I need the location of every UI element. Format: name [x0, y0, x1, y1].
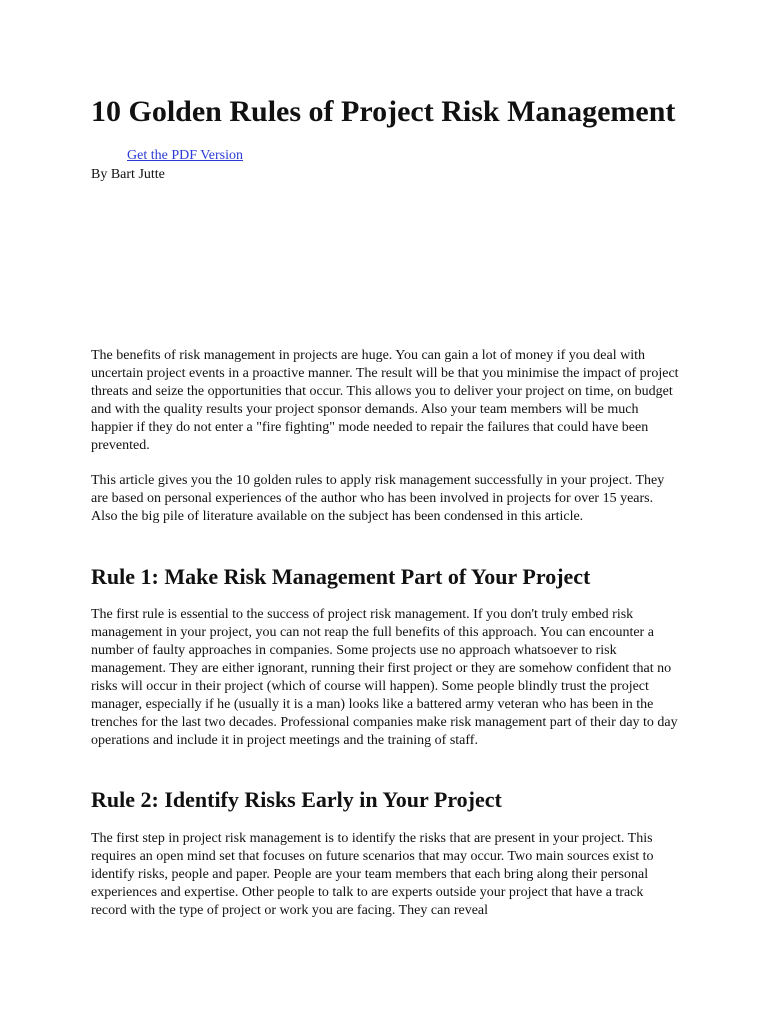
pdf-version-link[interactable]: Get the PDF Version: [127, 148, 244, 163]
rule-2-body: The first step in project risk management is to identify the risks that are present in your project. This requires an open mind set that focuses on future scenarios that may occur. Two main sources exist to identify risks, people and paper. People are your team members that each bring along their personal experiences and expertise. Other people to talk to are experts outside your project that have a track record with the type of project or work you are facing. They can reveal: [91, 831, 654, 918]
rule-2-heading: Rule 2: Identify Risks Early in Your Project: [91, 787, 502, 812]
author-byline: By Bart Jutte: [91, 167, 165, 182]
rule-1-body: The first rule is essential to the success of project risk management. If you don't truly embed risk management in your project, you can not reap the full benefits of this approach. You can encounter a number of faulty approaches in companies. Some projects use no approach whatsoever to risk management. They are either ignorant, running their first project or they are somehow confident that no risks will occur in their project (which of course will happen). Some people blindly trust the project manager, especially if he (usually it is a man) looks like a battered army veteran who has been in the trenches for the last two decades. Professional companies make risk management part of their day to day operations and include it in project meetings and the training of staff.: [91, 607, 678, 748]
rule-1-heading: Rule 1: Make Risk Management Part of Your Project: [91, 564, 591, 589]
intro-paragraph-1: The benefits of risk management in projects are huge. You can gain a lot of money if you deal with uncertain project events in a proactive manner. The result will be that you minimise the impact of project threats and seize the opportunities that occur. This allows you to deliver your project on time, on budget and with the quality results your project sponsor demands. Also your team members will be much happier if they do not enter a "fire fighting" mode needed to repair the failures that could have been prevented.: [91, 348, 679, 453]
intro-paragraph-2: This article gives you the 10 golden rules to apply risk management successfully in your project. They are based on personal experiences of the author who has been involved in projects for over 15 years. Also the big pile of literature available on the subject has been condensed in this article.: [91, 473, 665, 524]
page-title: 10 Golden Rules of Project Risk Management: [91, 95, 676, 128]
